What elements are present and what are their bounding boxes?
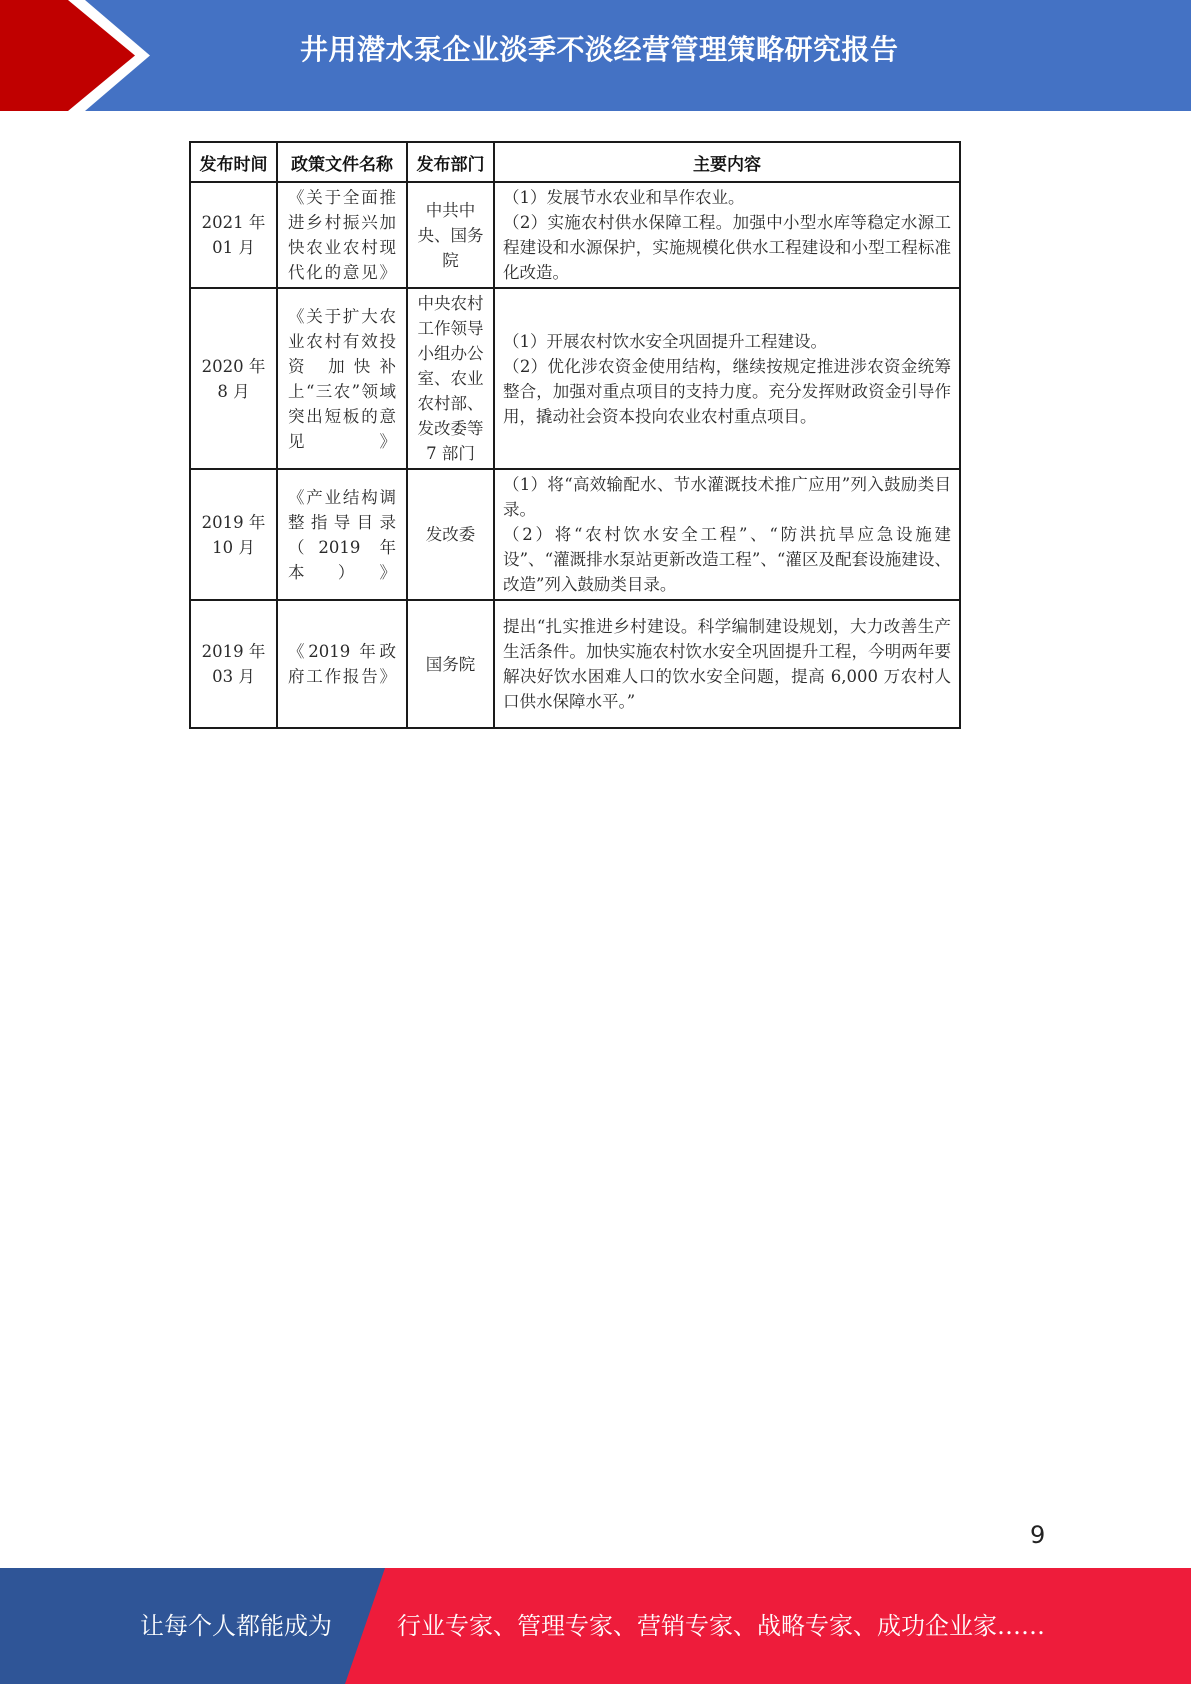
header-arrow-decoration bbox=[0, 0, 180, 111]
cell-date: 2021 年 01 月 bbox=[190, 182, 277, 288]
footer-bar bbox=[0, 1568, 1191, 1684]
policy-table bbox=[189, 141, 961, 729]
header-policy-name: 政策文件名称 bbox=[277, 142, 407, 182]
cell-department: 发改委 bbox=[407, 469, 494, 600]
table-row bbox=[190, 469, 960, 600]
cell-department: 国务院 bbox=[407, 600, 494, 728]
cell-policy-name: 《关于全面推进乡村振兴加快农业农村现代化的意见》 bbox=[277, 182, 407, 288]
header-bar bbox=[0, 0, 1191, 111]
cell-department: 中央农村工作领导小组办公室、农业农村部、发改委等 7 部门 bbox=[407, 288, 494, 469]
cell-content bbox=[494, 600, 960, 728]
cell-content bbox=[494, 469, 960, 600]
cell-policy-name: 《产业结构调整指导目录（2019 年本）》 bbox=[277, 469, 407, 600]
table-row bbox=[190, 182, 960, 288]
content-paragraph: （2）优化涉农资金使用结构，继续按规定推进涉农资金统筹整合，加强对重点项目的支持力度。充分发挥财政资金引导作用，撬动社会资本投向农业农村重点项目。 bbox=[503, 356, 951, 426]
content-paragraph: 提出“扎实推进乡村建设。科学编制建设规划，大力改善生产生活条件。加快实施农村饮水安全巩固提升工程，今明两年要解决好饮水困难人口的饮水安全问题，提高 6,000 万农村人口供水保障水平。” bbox=[503, 617, 951, 711]
header-content: 主要内容 bbox=[494, 142, 960, 182]
cell-date: 2019 年 03 月 bbox=[190, 600, 277, 728]
cell-date: 2020 年 8 月 bbox=[190, 288, 277, 469]
cell-policy-name: 《2019 年政府工作报告》 bbox=[277, 600, 407, 728]
cell-content bbox=[494, 288, 960, 469]
cell-date: 2019 年 10 月 bbox=[190, 469, 277, 600]
table-row bbox=[190, 288, 960, 469]
table-row bbox=[190, 600, 960, 728]
content-paragraph: （1）发展节水农业和旱作农业。 bbox=[503, 188, 745, 207]
page-number: 9 bbox=[1030, 1521, 1046, 1549]
content-paragraph: （2）实施农村供水保障工程。加强中小型水库等稳定水源工程建设和水源保护，实施规模化供水工程建设和小型工程标准化改造。 bbox=[503, 213, 951, 282]
header-department: 发布部门 bbox=[407, 142, 494, 182]
cell-department: 中共中央、国务院 bbox=[407, 182, 494, 288]
content-paragraph: （1）开展农村饮水安全巩固提升工程建设。 bbox=[503, 331, 827, 351]
header-date: 发布时间 bbox=[190, 142, 277, 182]
content-paragraph: （2）将“农村饮水安全工程”、“防洪抗旱应急设施建设”、“灌溉排水泵站更新改造工程”、“灌区及配套设施建设、改造”列入鼓励类目录。 bbox=[503, 525, 951, 594]
cell-policy-name: 《关于扩大农业农村有效投资 加快补上“三农”领域突出短板的意见》 bbox=[277, 288, 407, 469]
footer-slogan-right: 行业专家、管理专家、营销专家、战略专家、成功企业家…… bbox=[397, 1612, 1045, 1640]
table-header-row bbox=[190, 142, 960, 182]
cell-content bbox=[494, 182, 960, 288]
report-title: 井用潜水泵企业淡季不淡经营管理策略研究报告 bbox=[300, 33, 899, 66]
content-paragraph: （1）将“高效输配水、节水灌溉技术推广应用”列入鼓励类目录。 bbox=[503, 475, 951, 519]
footer-slogan-left: 让每个人都能成为 bbox=[140, 1612, 332, 1640]
